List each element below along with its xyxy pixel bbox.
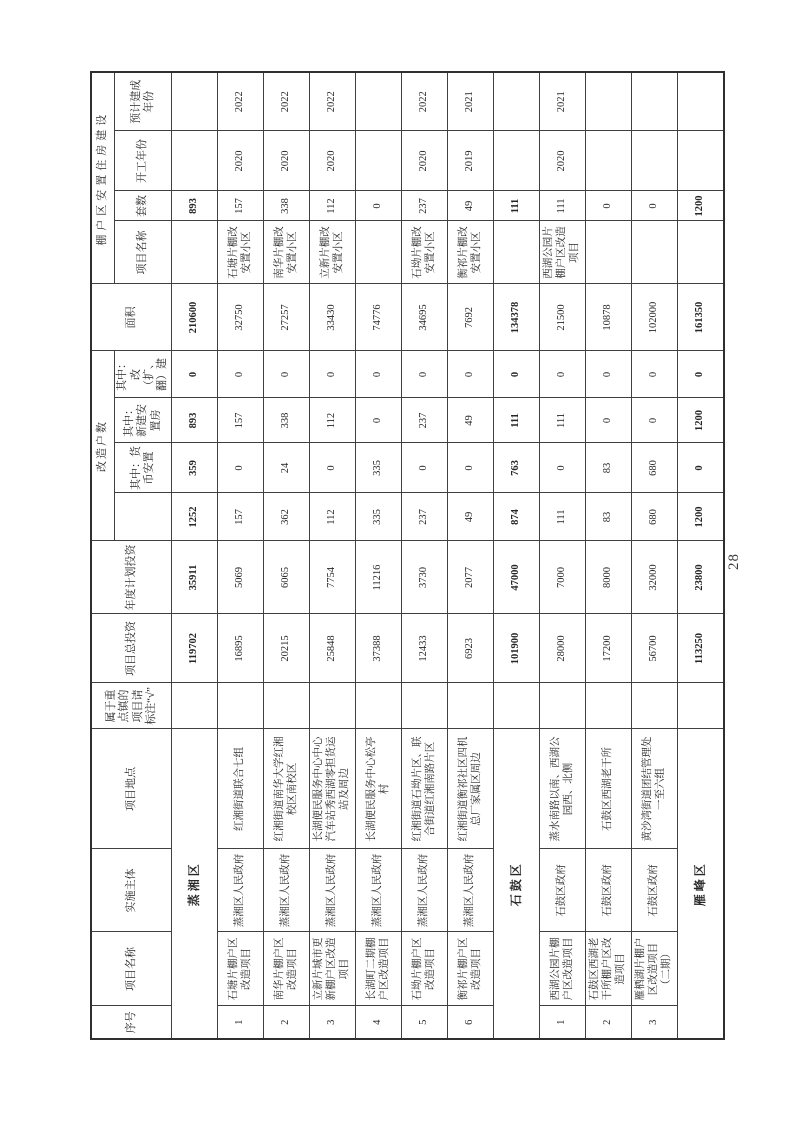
table-cell: 长湖町二期棚户区改造项目 — [356, 932, 402, 1006]
table-cell: 362 — [264, 493, 310, 541]
table-cell: 338 — [264, 398, 310, 443]
table-cell: 石鼓区西湖老干所棚户区改造项目 — [586, 932, 632, 1006]
project-row — [540, 72, 586, 1039]
table-cell: 113250 — [678, 614, 724, 683]
table-cell: 0 — [494, 351, 540, 398]
table-cell: 立新片棚改安置小区 — [310, 221, 356, 284]
table-cell — [540, 683, 586, 729]
col-header-newbuild-resettle: 其中：新建安置房 — [115, 398, 172, 443]
table-cell: 359 — [172, 443, 218, 493]
table-cell: 石鼓区政府 — [632, 849, 678, 932]
col-header-total-investment: 项目总投资 — [91, 614, 172, 683]
table-cell — [494, 72, 540, 131]
table-cell — [172, 72, 218, 131]
table-cell: 1 — [218, 1006, 264, 1039]
table-cell — [494, 131, 540, 191]
table-cell: 27257 — [264, 284, 310, 351]
table-cell: 2077 — [448, 541, 494, 614]
table-cell: 6923 — [448, 614, 494, 683]
table-cell: 7754 — [310, 541, 356, 614]
table-cell — [172, 131, 218, 191]
table-cell: 0 — [586, 398, 632, 443]
table-cell: 0 — [310, 443, 356, 493]
table-cell — [310, 683, 356, 729]
table-cell: 47000 — [494, 541, 540, 614]
table-cell — [678, 683, 724, 729]
table-cell: 1 — [540, 1006, 586, 1039]
table-cell: 0 — [218, 443, 264, 493]
table-cell: 2 — [586, 1006, 632, 1039]
project-row — [586, 72, 632, 1039]
section-row — [172, 72, 218, 1039]
col-header-annual-investment: 年度计划投资 — [91, 541, 172, 614]
table-cell: 南华片棚户区改造项目 — [264, 932, 310, 1006]
table-cell: 16895 — [218, 614, 264, 683]
table-cell — [356, 221, 402, 284]
table-cell: 33430 — [310, 284, 356, 351]
table-cell: 11216 — [356, 541, 402, 614]
table-cell — [678, 221, 724, 284]
table-cell: 20215 — [264, 614, 310, 683]
table-cell — [264, 683, 310, 729]
table-cell: 74776 — [356, 284, 402, 351]
table-cell: 0 — [678, 351, 724, 398]
table-cell: 2022 — [264, 72, 310, 131]
col-header-completion-year: 预计建成年份 — [115, 72, 172, 131]
table-cell: 338 — [264, 191, 310, 221]
group-header-renovated-households: 改造户数 — [91, 351, 115, 541]
col-header-area: 面积 — [91, 284, 172, 351]
table-cell: 0 — [264, 351, 310, 398]
table-cell: 0 — [632, 351, 678, 398]
table-cell: 237 — [402, 398, 448, 443]
table-cell: 161350 — [678, 284, 724, 351]
project-row — [448, 72, 494, 1039]
table-cell: 0 — [172, 351, 218, 398]
table-cell — [586, 221, 632, 284]
table-cell: 101900 — [494, 614, 540, 683]
table-cell: 112 — [310, 191, 356, 221]
col-header-serial: 序号 — [91, 1006, 172, 1039]
table-cell: 8000 — [586, 541, 632, 614]
group-header-resettlement-housing: 棚户区安置住房建设 — [91, 72, 115, 284]
table-cell — [356, 131, 402, 191]
project-row — [632, 72, 678, 1039]
table-cell: 37388 — [356, 614, 402, 683]
table-cell: 石鼓区西湖老干所 — [586, 729, 632, 849]
table-cell: 2020 — [540, 131, 586, 191]
page-number: 28 — [726, 553, 742, 570]
table-cell: 蒸湘区人民政府 — [448, 849, 494, 932]
table-cell: 石塘片棚户区改造项目 — [218, 932, 264, 1006]
table-cell: 石塘片棚改安置小区 — [218, 221, 264, 284]
table-cell: 680 — [632, 443, 678, 493]
table-cell: 南华片棚改安置小区 — [264, 221, 310, 284]
table-cell: 2021 — [448, 72, 494, 131]
table-cell: 0 — [218, 351, 264, 398]
table-cell: 134378 — [494, 284, 540, 351]
table-cell: 5069 — [218, 541, 264, 614]
table-cell: 蒸水南路以南、西湖公园西、北侧 — [540, 729, 586, 849]
table-cell: 6065 — [264, 541, 310, 614]
table-cell: 3730 — [402, 541, 448, 614]
table-cell: 0 — [310, 351, 356, 398]
table-cell: 0 — [402, 443, 448, 493]
table-cell: 红湘街道衡祁社区四机总厂家属区周边 — [448, 729, 494, 849]
table-cell: 112 — [310, 493, 356, 541]
table-cell: 长湖便民服务中心中心汽车站秀西湖零担货运站及周边 — [310, 729, 356, 849]
section-row — [678, 72, 724, 1039]
table-cell: 102000 — [632, 284, 678, 351]
col-header-location: 项目地点 — [91, 729, 172, 849]
table-cell: 1200 — [678, 398, 724, 443]
table-cell — [356, 683, 402, 729]
col-header-monetary-resettle: 其中：货币安置 — [115, 443, 172, 493]
table-cell: 21500 — [540, 284, 586, 351]
table-cell: 157 — [218, 398, 264, 443]
table-cell: 红湘街道联合七组 — [218, 729, 264, 849]
table-cell: 石坳片棚改安置小区 — [402, 221, 448, 284]
table-cell: 雁栖湖片棚户区改造项目（二期） — [632, 932, 678, 1006]
table-cell: 西湖公园片棚户区改造项目 — [540, 932, 586, 1006]
table-cell: 0 — [586, 351, 632, 398]
table-cell — [172, 221, 218, 284]
table-cell: 111 — [540, 493, 586, 541]
table-cell: 210600 — [172, 284, 218, 351]
table-cell: 石鼓区政府 — [540, 849, 586, 932]
table-cell: 111 — [494, 398, 540, 443]
table-cell: 0 — [448, 443, 494, 493]
table-cell: 2021 — [540, 72, 586, 131]
col-header-key-town-note: 属于重点镇的项目请标注“√” — [91, 683, 172, 729]
table-cell: 7692 — [448, 284, 494, 351]
table-cell: 111 — [494, 191, 540, 221]
table-cell — [494, 683, 540, 729]
project-row — [264, 72, 310, 1039]
col-header-start-year: 开工年份 — [115, 131, 172, 191]
table-cell: 1252 — [172, 493, 218, 541]
table-cell: 2020 — [264, 131, 310, 191]
table-cell: 2020 — [310, 131, 356, 191]
table-cell: 石坳片棚户区改造项目 — [402, 932, 448, 1006]
table-cell — [218, 683, 264, 729]
table-cell: 0 — [540, 351, 586, 398]
table-cell: 12433 — [402, 614, 448, 683]
table-cell: 0 — [540, 443, 586, 493]
table-cell — [632, 683, 678, 729]
project-row — [310, 72, 356, 1039]
table-cell: 56700 — [632, 614, 678, 683]
table-body — [172, 72, 724, 1039]
table-cell: 5 — [402, 1006, 448, 1039]
table-header — [91, 72, 172, 1039]
table-cell: 893 — [172, 191, 218, 221]
district-section-label: 雁峰区 — [678, 729, 724, 1039]
table-cell: 0 — [448, 351, 494, 398]
table-cell: 2 — [264, 1006, 310, 1039]
table-cell: 83 — [586, 443, 632, 493]
col-header-rebuild: 其中：改（扩、翻）建 — [115, 351, 172, 398]
table-cell: 西湖公园片棚户区改造项目 — [540, 221, 586, 284]
table-cell: 335 — [356, 493, 402, 541]
table-cell: 237 — [402, 493, 448, 541]
table-cell: 2020 — [402, 131, 448, 191]
table-cell: 49 — [448, 398, 494, 443]
table-cell: 2022 — [402, 72, 448, 131]
table-cell: 3 — [310, 1006, 356, 1039]
table-cell: 237 — [402, 191, 448, 221]
table-cell: 874 — [494, 493, 540, 541]
table-cell: 335 — [356, 443, 402, 493]
col-header-households-total — [115, 493, 172, 541]
table-cell: 111 — [540, 191, 586, 221]
table-cell: 112 — [310, 398, 356, 443]
table-cell: 2019 — [448, 131, 494, 191]
table-cell: 157 — [218, 493, 264, 541]
col-header-project-name: 项目名称 — [91, 932, 172, 1006]
table-cell: 119702 — [172, 614, 218, 683]
project-row — [356, 72, 402, 1039]
table-cell: 34695 — [402, 284, 448, 351]
district-section-label: 石鼓区 — [494, 729, 540, 1039]
table-cell: 2022 — [310, 72, 356, 131]
table-cell: 680 — [632, 493, 678, 541]
table-cell: 0 — [356, 398, 402, 443]
table-cell — [586, 72, 632, 131]
project-row — [218, 72, 264, 1039]
table-cell — [172, 683, 218, 729]
table-cell: 0 — [678, 443, 724, 493]
table-cell — [586, 131, 632, 191]
table-cell: 35911 — [172, 541, 218, 614]
table-cell: 24 — [264, 443, 310, 493]
table-cell: 28000 — [540, 614, 586, 683]
district-section-label: 蒸湘区 — [172, 729, 218, 1039]
table-cell: 2020 — [218, 131, 264, 191]
table-cell: 石鼓区政府 — [586, 849, 632, 932]
table-cell: 157 — [218, 191, 264, 221]
table-cell: 1200 — [678, 493, 724, 541]
table-cell: 6 — [448, 1006, 494, 1039]
table-cell: 衡祁片棚户区改造项目 — [448, 932, 494, 1006]
table-cell: 0 — [356, 351, 402, 398]
table-cell: 4 — [356, 1006, 402, 1039]
table-cell: 83 — [586, 493, 632, 541]
table-cell: 蒸湘区人民政府 — [218, 849, 264, 932]
table-cell: 立新片城市更新棚户区改造项目 — [310, 932, 356, 1006]
table-cell: 黄沙湾街道团结管理处一至六组 — [632, 729, 678, 849]
table-cell: 1200 — [678, 191, 724, 221]
table-cell: 17200 — [586, 614, 632, 683]
table-cell — [494, 221, 540, 284]
table-cell: 0 — [356, 191, 402, 221]
table-cell: 49 — [448, 191, 494, 221]
table-cell: 红湘街道石坳片区、联合街道红湘南路片区 — [402, 729, 448, 849]
table-cell: 长湖便民服务中心松亭村 — [356, 729, 402, 849]
table-cell — [632, 72, 678, 131]
table-cell: 2022 — [218, 72, 264, 131]
table-cell: 蒸湘区人民政府 — [356, 849, 402, 932]
col-header-units: 套数 — [115, 191, 172, 221]
table-cell — [632, 221, 678, 284]
table-cell: 红湘街道南华大学红湘校区南校区 — [264, 729, 310, 849]
table-cell: 蒸湘区人民政府 — [402, 849, 448, 932]
table-cell — [678, 72, 724, 131]
table-cell: 111 — [540, 398, 586, 443]
table-cell: 3 — [632, 1006, 678, 1039]
table-cell: 0 — [632, 398, 678, 443]
table-cell — [356, 72, 402, 131]
shantytown-projects-table — [90, 71, 725, 1040]
table-cell: 衡祁片棚改安置小区 — [448, 221, 494, 284]
table-cell: 10878 — [586, 284, 632, 351]
table-cell: 32000 — [632, 541, 678, 614]
table-cell: 0 — [402, 351, 448, 398]
table-cell: 0 — [586, 191, 632, 221]
table-cell: 0 — [632, 191, 678, 221]
table-cell — [678, 131, 724, 191]
table-cell: 49 — [448, 493, 494, 541]
project-row — [402, 72, 448, 1039]
table-cell — [586, 683, 632, 729]
table-cell: 763 — [494, 443, 540, 493]
table-cell: 32750 — [218, 284, 264, 351]
table-cell: 蒸湘区人民政府 — [310, 849, 356, 932]
col-header-resettle-project-name: 项目名称 — [115, 221, 172, 284]
table-cell — [402, 683, 448, 729]
section-row — [494, 72, 540, 1039]
table-cell: 25848 — [310, 614, 356, 683]
table-cell: 23800 — [678, 541, 724, 614]
table-cell: 蒸湘区人民政府 — [264, 849, 310, 932]
table-cell — [632, 131, 678, 191]
col-header-implementer: 实施主体 — [91, 849, 172, 932]
table-cell: 7000 — [540, 541, 586, 614]
table-cell: 893 — [172, 398, 218, 443]
table-cell — [448, 683, 494, 729]
